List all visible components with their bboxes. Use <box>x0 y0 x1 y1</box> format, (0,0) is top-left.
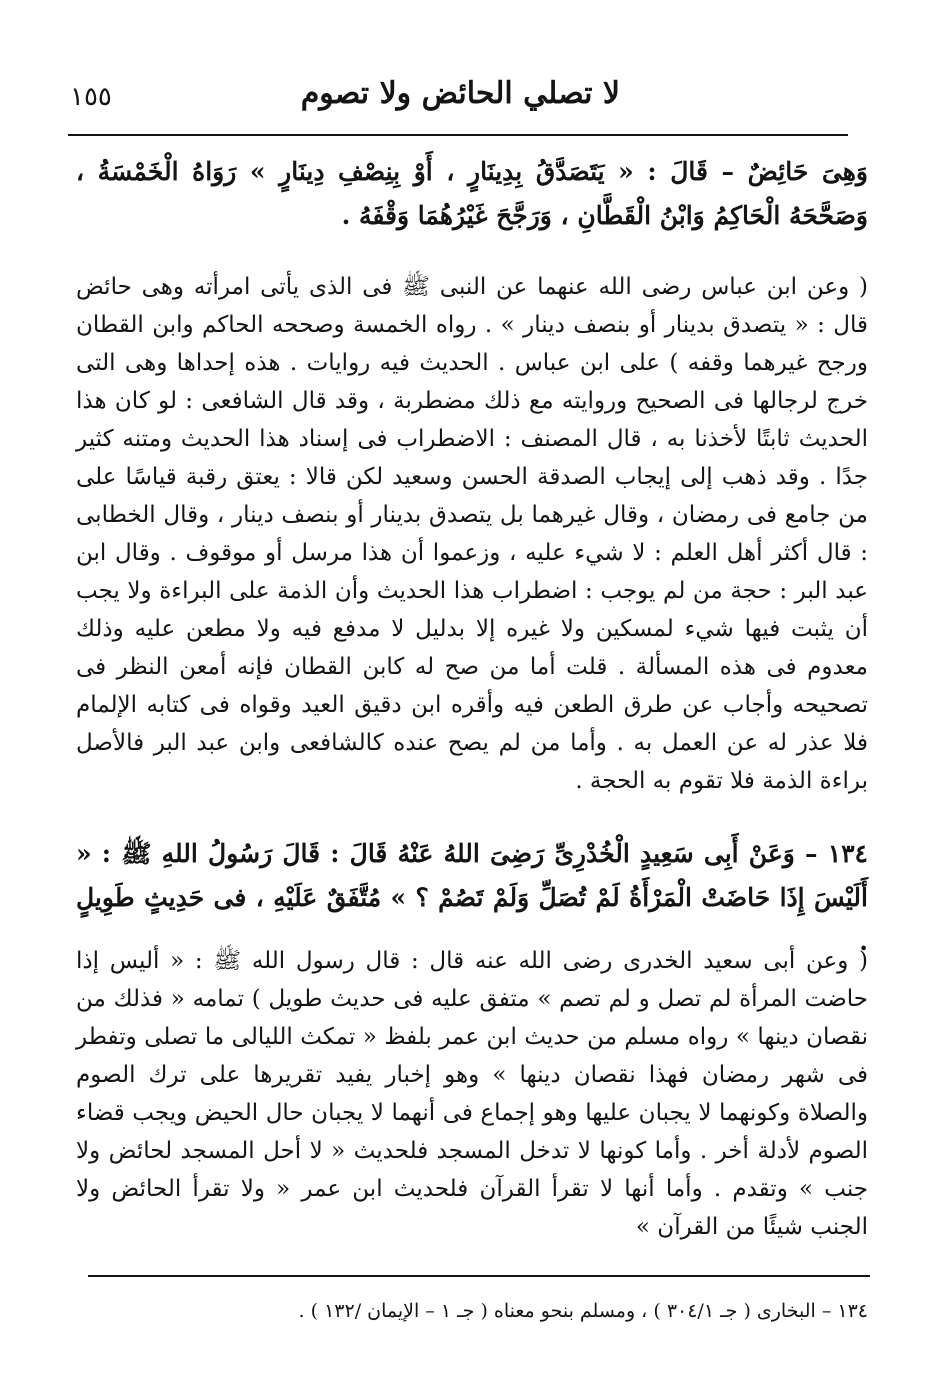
hadith-paragraph: وَهِىَ حَائِضٌ – قَالَ : « يَتَصَدَّقُ بِدِينَارٍ ، أَوْ بِنِصْفِ دِينَارٍ » رَوَاهُ الْخَمْسَةُ ، وَصَحَّحَهُ الْحَاكِمُ وَابْنُ الْقَطَّانِ ، وَرَجَّحَ غَيْرُهُمَا وَقْفَهُ . <box>76 157 868 230</box>
commentary-paragraph: ( وعن أبى سعيد الخدرى رضى الله عنه قال : قال رسول الله ﷺ : « أليس إذا حاضت المرأة لم تصل و لم تصم » متفق عليه فى حديث طويل ) تمامه « فذلك من نقصان دينها » رواه مسلم من حديث ابن عمر بلفظ « تمكث الليالى ما تصلى وتفطر فى شهر رمضان فهذا نقصان دينها » وهو إخبار يفيد تقريرها على ترك الصوم والصلاة وكونهما لا يجبان عليها وهو إجماع فى أنهما لا يجبان حال الحيض ويجب قضاء الصوم لأدلة أخر . وأما كونها لا تدخل المسجد فلحديث « لا أحل المسجد لحائض ولا جنب » وتقدم . وأما أنها لا تقرأ القرآن فلحديث ابن عمر « ولا تقرأ الحائض ولا الجنب شيئًا من القرآن » <box>76 948 868 1240</box>
hadith-paragraph: ١٣٤ – وَعَنْ أَبِى سَعِيدٍ الْخُدْرِىِّ رَضِىَ اللهُ عَنْهُ قَالَ : قَالَ رَسُولُ اللهِ ﷺ : « أَلَيْسَ إِذَا حَاضَتْ الْمَرْأَةُ لَمْ تُصَلِّ وَلَمْ تَصُمْ ؟ » مُتَّفَقٌ عَلَيْهِ ، فى حَدِيثٍ طَوِيلٍ . <box>76 839 868 956</box>
commentary-block <box>76 942 868 1246</box>
page-number: ١٥٥ <box>70 82 112 112</box>
commentary-block <box>76 268 868 800</box>
running-title: لا تصلي الحائض ولا تصوم <box>300 76 620 111</box>
footnote-rule <box>88 1275 870 1277</box>
commentary-paragraph: ( وعن ابن عباس رضى الله عنهما عن النبى ﷺ فى الذى يأتى امرأته وهى حائض قال : « يتصدق بدينار أو بنصف دينار » . رواه الخمسة وصححه الحاكم وابن القطان ورجح غيرهما وقفه ) على ابن عباس . الحديث فيه روايات . هذه إحداها وهى التى خرج لرجالها فى الصحيح وروايته مع ذلك مضطربة ، وقد قال الشافعى : لو كان هذا الحديث ثابتًا لأخذنا به ، قال المصنف : الاضطراب فى إسناد هذا الحديث ومتنه كثير جدًا . وقد ذهب إلى إيجاب الصدقة الحسن وسعيد لكن قالا : يعتق رقبة قياسًا على من جامع فى رمضان ، وقال غيرهما بل يتصدق بدينار أو بنصف دينار ، وقال الخطابى : قال أكثر أهل العلم : لا شيء عليه ، وزعموا أن هذا مرسل أو موقوف . وقال ابن عبد البر : حجة من لم يوجب : اضطراب هذا الحديث وأن الذمة على البراءة ولا يجب أن يثبت فيها شيء لمسكين ولا غيره إلا بدليل لا مدفع فيه ولا مطعن عليه وذلك معدوم فى هذه المسألة . قلت أما من صح له كابن القطان فإنه أمعن النظر فى تصحيحه وأجاب عن طرق الطعن فيه وأقره ابن دقيق العيد وقواه فى كتابه الإلمام فلا عذر له عن العمل به . وأما من لم يصح عنده كالشافعى وابن عبد البر فالأصل براءة الذمة فلا تقوم به الحجة . <box>76 274 868 794</box>
page-header <box>70 68 860 128</box>
hadith-text-continuation <box>76 150 868 238</box>
header-rule <box>68 134 848 136</box>
footnote: ١٣٤ – البخارى ( جـ ٣٠٤/١ ) ، ومسلم بنحو معناه ( جـ ١ – الإيمان /١٣٢ ) . <box>298 1300 868 1322</box>
